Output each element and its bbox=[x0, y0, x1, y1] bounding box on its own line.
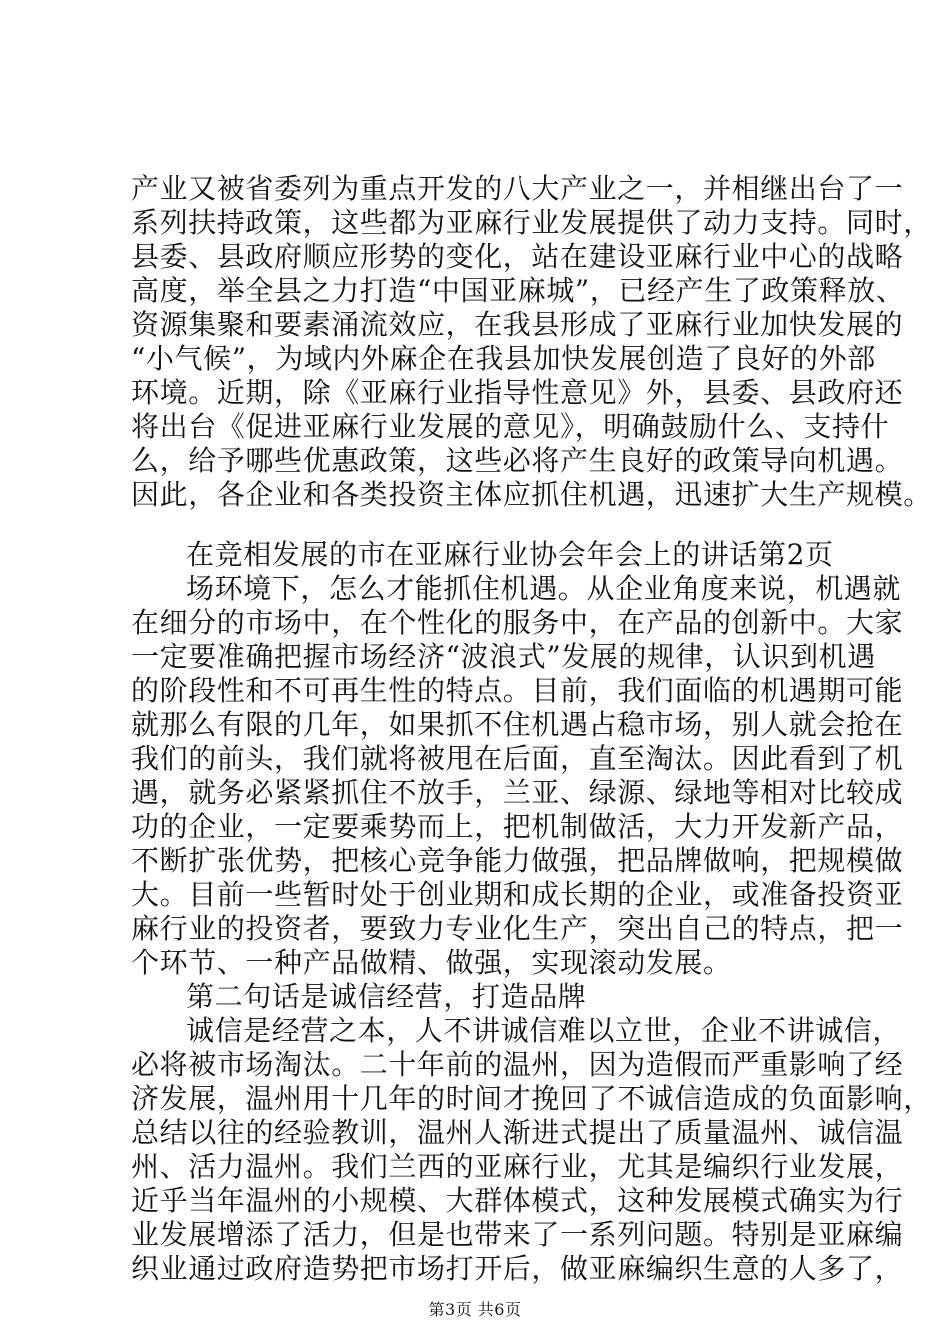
paragraph-line: 诚信是经营之本，人不讲诚信难以立世，企业不讲诚信， bbox=[186, 1014, 902, 1047]
paragraph-line: 就那么有限的几年，如果抓不住机遇占稳市场，别人就会抢在 bbox=[131, 708, 904, 741]
paragraph-line: “小气候”，为域内外麻企在我县加快发展创造了良好的外部 bbox=[131, 342, 876, 375]
paragraph-line: 将出台《促进亚麻行业发展的意见》，明确鼓励什么、支持什 bbox=[131, 410, 890, 443]
paragraph-line: 因此，各企业和各类投资主体应抓住机遇，迅速扩大生产规模。 bbox=[131, 478, 932, 511]
paragraph-line: 功的企业，一定要乘势而上，把机制做活，大力开发新产品， bbox=[131, 810, 904, 843]
paragraph-line: 高度，举全县之力打造“中国亚麻城”，已经产生了政策释放、 bbox=[131, 274, 905, 307]
paragraph-line: 麻行业的投资者，要致力专业化生产，突出自己的特点，把一 bbox=[131, 912, 904, 945]
paragraph-line: 的阶段性和不可再生性的特点。目前，我们面临的机遇期可能 bbox=[131, 674, 904, 707]
paragraph-line: 济发展，温州用十几年的时间才挽回了不诚信造成的负面影响， bbox=[131, 1082, 932, 1115]
section-subheading: 第二句话是诚信经营，打造品牌 bbox=[186, 980, 587, 1013]
paragraph-line: 一定要准确把握市场经济“波浪式”发展的规律，认识到机遇 bbox=[131, 640, 876, 673]
paragraph-line: 州、活力温州。我们兰西的亚麻行业，尤其是编织行业发展， bbox=[131, 1150, 904, 1183]
paragraph-line: 总结以往的经验教训，温州人渐进式提出了质量温州、诚信温 bbox=[131, 1116, 904, 1149]
paragraph-line: 么，给予哪些优惠政策，这些必将产生良好的政策导向机遇。 bbox=[131, 444, 904, 477]
paragraph-line: 县委、县政府顺应形势的变化，站在建设亚麻行业中心的战略 bbox=[131, 240, 904, 273]
paragraph-line: 我们的前头，我们就将被甩在后面，直至淘汰。因此看到了机 bbox=[131, 742, 904, 775]
paragraph-line: 个环节、一种产品做精、做强，实现滚动发展。 bbox=[131, 946, 732, 979]
paragraph-line: 在细分的市场中，在个性化的服务中，在产品的创新中。大家 bbox=[131, 606, 904, 639]
paragraph-line: 产业又被省委列为重点开发的八大产业之一，并相继出台了一 bbox=[131, 172, 904, 205]
paragraph-line: 近乎当年温州的小规模、大群体模式，这种发展模式确实为行 bbox=[131, 1184, 904, 1217]
paragraph-line: 遇，就务必紧紧抓住不放手，兰亚、绿源、绿地等相对比较成 bbox=[131, 776, 904, 809]
paragraph-line: 场环境下，怎么才能抓住机遇。从企业角度来说，机遇就 bbox=[186, 572, 902, 605]
page-number-footer: 第3页 共6页 bbox=[428, 1300, 522, 1319]
paragraph-line: 必将被市场淘汰。二十年前的温州，因为造假而严重影响了经 bbox=[131, 1048, 904, 1081]
paragraph-line: 不断扩张优势，把核心竞争能力做强，把品牌做响，把规模做 bbox=[131, 844, 904, 877]
paragraph-line: 环境。近期，除《亚麻行业指导性意见》外，县委、县政府还 bbox=[131, 376, 904, 409]
paragraph-line: 织业通过政府造势把市场打开后，做亚麻编织生意的人多了， bbox=[131, 1252, 904, 1285]
paragraph-line: 业发展增添了活力，但是也带来了一系列问题。特别是亚麻编 bbox=[131, 1218, 904, 1251]
page-heading: 在竞相发展的市在亚麻行业协会年会上的讲话第2页 bbox=[186, 538, 834, 571]
paragraph-line: 系列扶持政策，这些都为亚麻行业发展提供了动力支持。同时， bbox=[131, 206, 932, 239]
paragraph-line: 资源集聚和要素涌流效应，在我县形成了亚麻行业加快发展的 bbox=[131, 308, 904, 341]
paragraph-line: 大。目前一些暂时处于创业期和成长期的企业，或准备投资亚 bbox=[131, 878, 904, 911]
